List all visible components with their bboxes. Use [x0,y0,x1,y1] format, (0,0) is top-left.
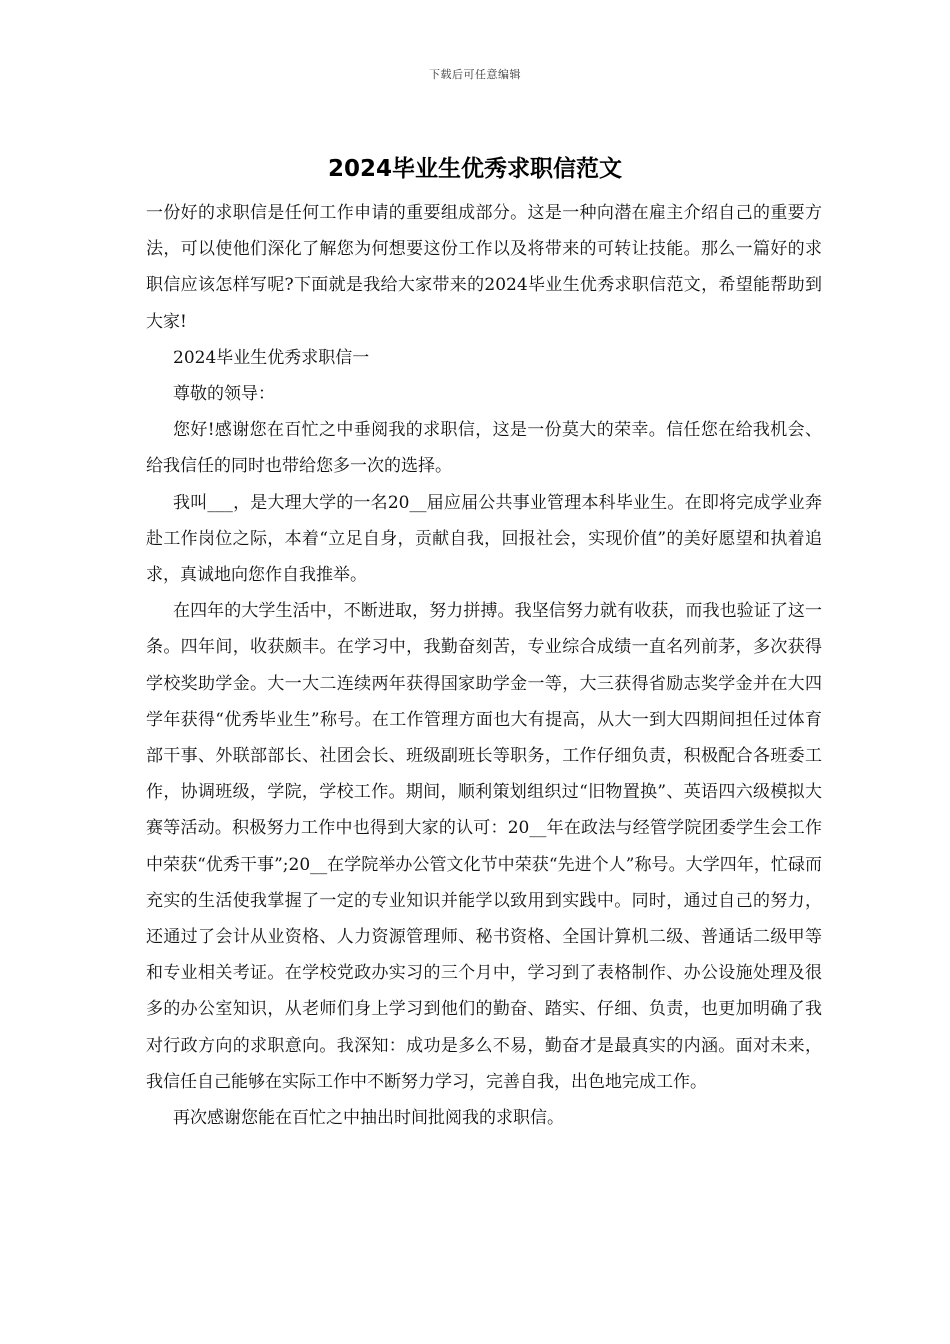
header-note: 下载后可任意编辑 [429,68,521,81]
section-heading: 2024毕业生优秀求职信一 [173,347,370,368]
intro-paragraph: 一份好的求职信是任何工作申请的重要组成部分。这是一种向潜在雇主介绍自己的重要方法，可以使他们深化了解您为何想要这份工作以及将带来的可转让技能。那么一篇好的求职信应该怎样写呢?下面就是我给大家带来的2024毕业生优秀求职信范文，希望能帮助到大家! [146,203,822,332]
document-body [146,195,822,1136]
salutation: 尊敬的领导： [173,384,275,405]
body-paragraph: 我叫___，是大理大学的一名20__届应届公共事业管理本科毕业生。在即将完成学业奔赴工作岗位之际，本着“立足自身，贡献自我，回报社会，实现价值”的美好愿望和执着追求，真诚地向您作自我推举。 [146,492,822,586]
body-paragraph: 再次感谢您能在百忙之中抽出时间批阅我的求职信。 [173,1108,564,1129]
body-paragraph: 在四年的大学生活中，不断进取，努力拼搏。我坚信努力就有收获，而我也验证了这一条。四年间，收获颇丰。在学习中，我勤奋刻苦，专业综合成绩一直名列前茅，多次获得学校奖助学金。大一大二连续两年获得国家助学金一等，大三获得省励志奖学金并在大四学年获得“优秀毕业生”称号。在工作管理方面也大有提高，从大一到大四期间担任过体育部干事、外联部部长、社团会长、班级副班长等职务，工作仔细负责，积极配合各班委工作，协调班级，学院，学校工作。期间，顺利策划组织过“旧物置换”、英语四六级模拟大赛等活动。积极努力工作中也得到大家的认可：20__年在政法与经管学院团委学生会工作中荣获“优秀干事”;20__在学院举办公管文化节中荣获“先进个人”称号。大学四年，忙碌而充实的生活使我掌握了一定的专业知识并能学以致用到实践中。同时，通过自己的努力，还通过了会计从业资格、人力资源管理师、秘书资格、全国计算机二级、普通话二级甲等和专业相关考证。在学校党政办实习的三个月中，学习到了表格制作、办公设施处理及很多的办公室知识，从老师们身上学习到他们的勤奋、踏实、仔细、负责，也更加明确了我对行政方向的求职意向。我深知：成功是多么不易，勤奋才是最真实的内涵。面对未来，我信任自己能够在实际工作中不断努力学习，完善自我，出色地完成工作。 [146,601,822,1092]
body-paragraph: 您好!感谢您在百忙之中垂阅我的求职信，这是一份莫大的荣幸。信任您在给我机会、给我信任的同时也带给您多一次的选择。 [146,420,822,477]
document-title: 2024毕业生优秀求职信范文 [327,156,622,182]
